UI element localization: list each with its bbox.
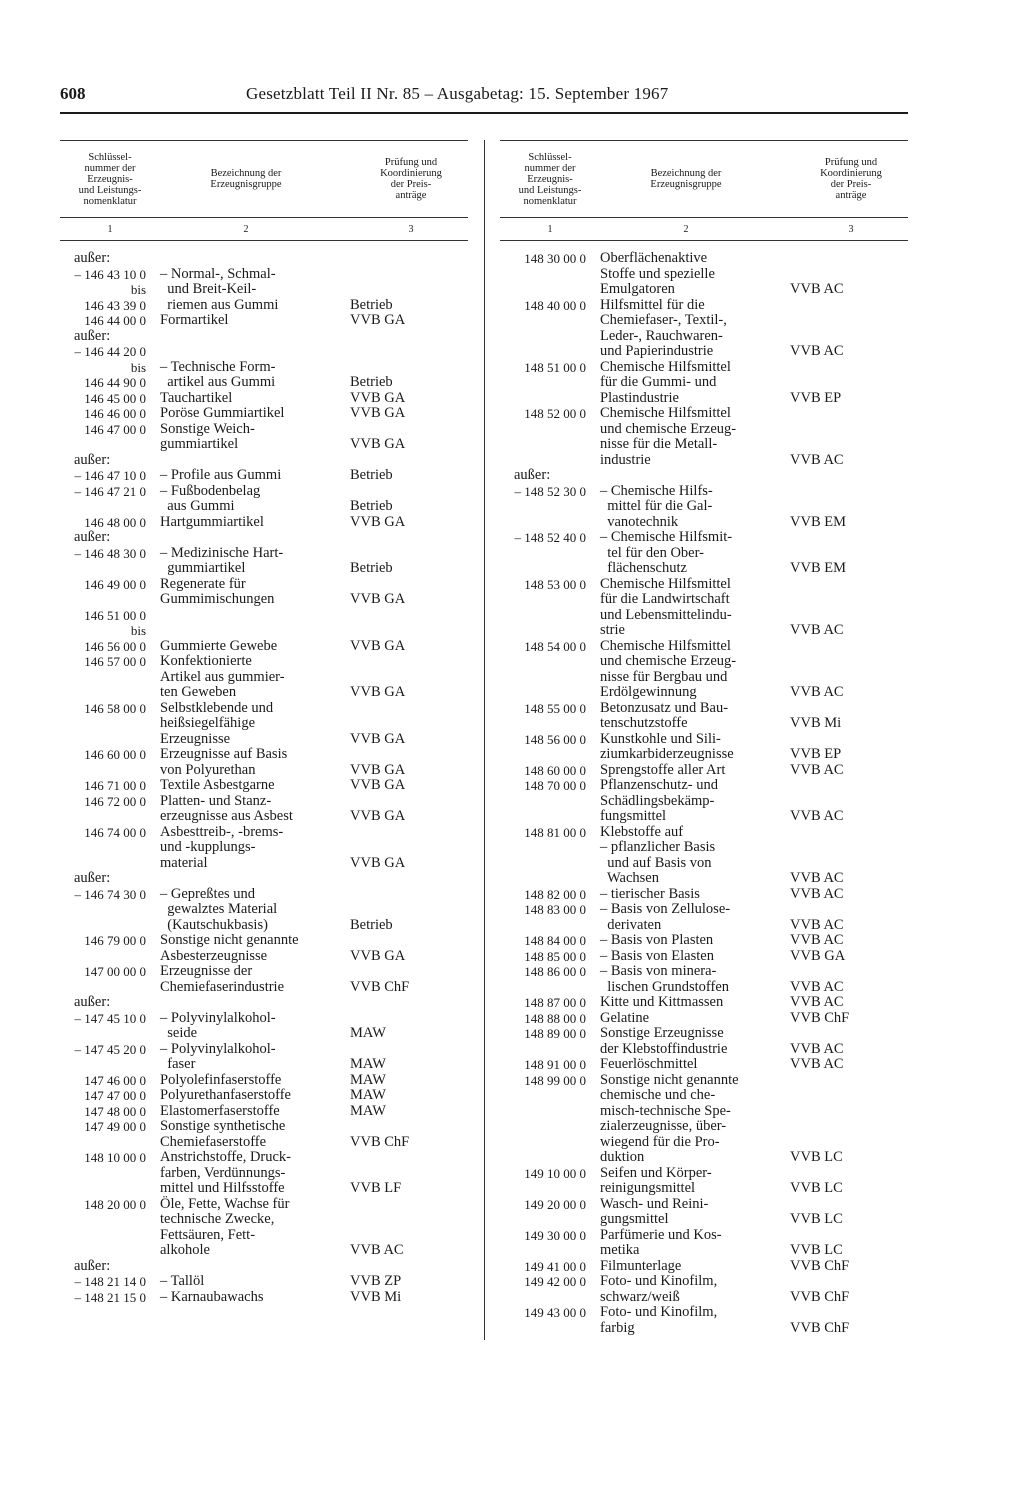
review-org-cell: VVB LC [790,1242,843,1258]
review-org-cell: VVB AC [790,761,844,778]
heading-review: Prüfung und Koordinierung der Preis- anträge [820,157,882,201]
review-org-cell: VVB AC [790,885,844,902]
designation-cell: Pflanzenschutz- und Schädlingsbekämp- fungsmittel [600,777,718,824]
review-org-cell: VVB Mi [350,1288,402,1305]
review-org-cell: MAW [350,1087,386,1103]
key-number-cell: – 146 74 30 0 [74,886,146,902]
key-number-cell: 146 51 00 0 bis 146 56 00 0 [84,607,146,654]
table-row [500,778,908,825]
table-row [60,1042,468,1073]
key-number-cell: – 148 21 14 0 [74,1274,146,1289]
designation-cell: Sonstige Erzeugnisse der Klebstoffindustrie [600,1025,728,1057]
key-number-cell: 149 20 00 0 [524,1196,586,1212]
key-number-cell: 149 10 00 0 [524,1165,586,1181]
table-row [60,406,468,422]
key-number-cell: – 146 43 10 0 bis 146 43 39 0 [74,266,146,313]
designation-cell: – Basis von Plasten [600,932,714,948]
designation-cell: – Chemische Hilfs- mittel für die Gal- vanotechnik [600,482,713,530]
table-row [60,1011,468,1042]
heading-review: Prüfung und Koordinierung der Preis- anträge [380,157,442,201]
key-number-cell: 146 48 00 0 [84,514,146,530]
designation-cell: Parfümerie und Kos- metika [600,1226,722,1258]
review-org-cell: VVB GA [350,684,406,700]
table-row [60,608,468,655]
column-divider [484,140,485,1340]
review-org-cell: MAW [350,1056,386,1072]
key-number-cell: 148 70 00 0 [524,778,586,793]
key-number-cell: 149 41 00 0 [524,1258,586,1274]
heading-key-number: Schlüssel- nummer der Erzeugnis- und Leistungs- nomenklatur [78,151,142,207]
key-number-cell: 148 51 00 0 [524,359,586,375]
table-row [60,391,468,407]
header-rule [60,112,908,114]
left-column [60,140,468,1305]
table-row [60,778,468,794]
designation-cell: Sonstige Weich- gummiartikel [160,420,255,452]
designation-cell: Gummierte Gewebe [160,637,278,654]
key-number-cell: 148 10 00 0 [84,1150,146,1165]
table-row [60,654,468,701]
table-row [500,1305,908,1336]
table-row [500,360,908,407]
table-row [60,267,468,314]
table-row [60,344,468,391]
table-row [500,902,908,933]
designation-cell: Erzeugnisse der Chemiefaserindustrie [160,963,285,995]
table-row [500,1057,908,1073]
table-row [60,468,468,484]
key-number-cell: 147 49 00 0 [84,1119,146,1134]
table-row [60,1197,468,1259]
designation-cell: – Basis von minera- lischen Grundstoffen [600,963,729,995]
designation-cell: Konfektionierte Artikel aus gummier- ten Geweben [160,653,285,700]
table-row [500,298,908,360]
key-number-cell: 148 86 00 0 [524,964,586,979]
review-org-cell: VVB AC [790,932,844,948]
review-org-cell: VVB GA [350,389,406,406]
designation-cell: Foto- und Kinofilm, schwarz/weiß [600,1273,718,1305]
table-row [500,1166,908,1197]
table-row [500,887,908,903]
key-number-cell: 148 52 00 0 [524,406,586,421]
review-org-cell: VVB GA [350,761,406,778]
review-org-cell: VVB GA [350,808,406,824]
key-number-cell: – 148 52 40 0 [514,530,586,545]
designation-cell: Seifen und Körper- reinigungsmittel [600,1164,712,1196]
review-org-cell: MAW [350,1071,386,1088]
key-number-cell: 148 82 00 0 [524,886,586,902]
table-row [60,794,468,825]
key-number-cell: 146 57 00 0 [84,654,146,669]
table-row [500,1274,908,1305]
review-org-cell: Betrieb [350,916,393,933]
table-row [500,1197,908,1228]
key-number-cell: 148 53 00 0 [524,576,586,592]
review-org-cell: VVB EP [790,746,842,762]
right-column [500,140,908,1336]
table-row [60,1104,468,1120]
table-row [500,933,908,949]
key-number-cell: – 146 47 10 0 [74,468,146,483]
table-row [60,825,468,872]
column-number-2: 2 [683,223,689,235]
right-table-body [500,241,908,1336]
review-org-cell: VVB AC [790,684,844,700]
column-number-2: 2 [243,223,249,235]
table-row [60,747,468,778]
review-org-cell: VVB EP [790,389,842,406]
review-org-cell: Betrieb [350,374,393,390]
table-row [60,1073,468,1089]
review-org-cell: VVB AC [790,994,844,1010]
table-row [500,1011,908,1027]
review-org-cell: VVB LC [790,1211,843,1227]
designation-cell: Filmunterlage [600,1257,682,1274]
review-org-cell: VVB LC [790,1149,843,1165]
heading-designation: Bezeichnung der Erzeugnisgruppe [210,168,282,190]
table-row [60,1119,468,1150]
designation-cell: – Tallöl [160,1273,205,1289]
table-row [500,639,908,701]
key-number-cell: 148 99 00 0 [524,1072,586,1088]
designation-cell: Platten- und Stanz- erzeugnisse aus Asbest [160,792,293,824]
key-number-cell: 146 79 00 0 [84,933,146,948]
table-row [60,515,468,531]
review-org-cell: VVB AC [790,808,844,824]
key-number-cell: 146 60 00 0 [84,747,146,762]
key-number-cell: 147 00 00 0 [84,964,146,979]
review-org-cell: VVB EM [790,513,846,530]
table-row [500,701,908,732]
heading-key-number: Schlüssel- nummer der Erzeugnis- und Leistungs- nomenklatur [518,151,582,207]
review-org-cell: VVB GA [350,730,406,747]
designation-cell: Erzeugnisse auf Basis von Polyurethan [160,746,288,778]
review-org-cell: VVB ChF [790,1288,850,1305]
key-number-cell: 148 56 00 0 [524,731,586,747]
designation-cell: Feuerlöschmittel [600,1056,698,1072]
key-number-cell: 148 20 00 0 [84,1196,146,1212]
review-org-cell: VVB GA [350,947,406,964]
designation-cell: – Chemische Hilfsmit- tel für den Ober- flächenschutz [600,529,733,576]
key-number-cell: 148 54 00 0 [524,638,586,654]
review-org-cell: VVB AC [790,281,844,297]
designation-cell: Chemische Hilfsmittel und chemische Erzeug- nisse für Bergbau und Erdölgewinnung [600,637,737,700]
designation-cell: Textile Asbestgarne [160,777,275,793]
table-row [500,251,908,298]
key-number-cell: 146 74 00 0 [84,824,146,840]
designation-cell: – Normal-, Schmal- und Breit-Keil- riemen aus Gummi [160,265,279,313]
running-title: Gesetzblatt Teil II Nr. 85 – Ausgabetag: 15. September 1967 [246,84,669,103]
review-org-cell: MAW [350,1102,386,1119]
review-org-cell: VVB GA [350,637,406,654]
key-number-cell: 148 55 00 0 [524,700,586,716]
key-number-cell: 146 47 00 0 [84,421,146,437]
table-row [60,701,468,748]
designation-cell: Poröse Gummiartikel [160,405,285,421]
designation-cell: Sonstige nicht genannte chemische und che- misch-technische Spe- zialerzeugnisse, über- wiegend für die Pro- duktion [600,1071,739,1165]
designation-cell: Wasch- und Reini- gungsmittel [600,1195,709,1227]
key-number-cell: 148 91 00 0 [524,1057,586,1072]
table-row [60,933,468,964]
designation-cell: Hilfsmittel für die Chemiefaser-, Textil-, Leder-, Rauchwaren- und Papierindustrie [600,296,727,359]
designation-cell: Oberflächenaktive Stoffe und spezielle Emulgatoren [600,250,715,297]
column-headings [60,141,468,217]
review-org-cell: VVB LF [350,1180,402,1196]
designation-cell: Hartgummiartikel [160,513,264,530]
table-row [60,484,468,515]
key-number-cell: 148 30 00 0 [524,251,586,266]
designation-cell: Sprengstoffe aller Art [600,761,726,778]
table-row [500,1228,908,1259]
table-row [500,530,908,577]
designation-cell: Klebstoffe auf – pflanzlicher Basis und auf Basis von Wachsen [600,823,716,886]
key-number-cell: 148 85 00 0 [524,948,586,964]
review-org-cell: VVB AC [790,343,844,359]
review-org-cell: VVB GA [350,513,406,530]
designation-cell: – Medizinische Hart- gummiartikel [160,544,284,576]
review-org-cell: VVB ChF [790,1009,850,1026]
key-number-cell: 149 30 00 0 [524,1227,586,1243]
review-org-cell: MAW [350,1025,386,1041]
review-org-cell: VVB GA [790,947,846,964]
key-number-cell: – 146 44 20 0 bis 146 44 90 0 [74,344,146,390]
designation-cell: – Basis von Zellulose- derivaten [600,901,731,933]
review-org-cell: VVB GA [350,777,406,793]
review-org-cell: VVB ChF [790,1257,850,1274]
table-row [60,1150,468,1197]
review-org-cell: VVB ChF [790,1319,850,1336]
table-row [60,1290,468,1306]
review-org-cell: VVB GA [350,854,406,871]
designation-cell: – Profile aus Gummi [160,467,282,483]
review-org-cell: VVB Mi [790,715,842,731]
designation-cell: Chemische Hilfsmittel für die Landwirtschaft und Lebensmittelindu- strie [600,575,732,638]
review-org-cell: VVB AC [790,870,844,886]
column-number-1: 1 [107,223,113,235]
designation-cell: Kitte und Kittmassen [600,994,724,1010]
key-number-cell: 148 88 00 0 [524,1010,586,1026]
table-row [60,577,468,608]
key-number-cell: 147 47 00 0 [84,1088,146,1103]
key-number-cell: 149 43 00 0 [524,1305,586,1320]
table-row [60,546,468,577]
review-org-cell: Betrieb [350,467,393,483]
review-org-cell: VVB EM [790,560,846,576]
column-number-3: 3 [408,223,414,235]
table-row [500,577,908,639]
designation-cell: Chemische Hilfsmittel und chemische Erzeug- nisse für die Metall- industrie [600,405,737,468]
review-org-cell: VVB ZP [350,1273,402,1289]
key-number-cell: 148 83 00 0 [524,902,586,917]
review-org-cell: VVB AC [790,1056,844,1072]
designation-cell: Sonstige nicht genannte Asbesterzeugnisse [160,932,299,964]
table-row [500,949,908,965]
designation-cell: Elastomerfaserstoffe [160,1102,280,1119]
designation-cell: Polyolefinfaserstoffe [160,1071,282,1088]
column-number-1: 1 [547,223,553,235]
key-number-cell: 148 89 00 0 [524,1026,586,1041]
key-number-cell: – 148 52 30 0 [514,483,586,499]
designation-cell: Anstrichstoffe, Druck- farben, Verdünnungs- mittel und Hilfsstoffe [160,1149,292,1196]
review-org-cell: VVB GA [350,312,406,328]
column-numbers [60,218,468,240]
left-table-body [60,241,468,1305]
designation-cell: – Polyvinylalkohol- faser [160,1040,276,1072]
designation-cell: Gelatine [600,1009,650,1026]
column-number-3: 3 [848,223,854,235]
table-row [500,484,908,531]
designation-cell: – Basis von Elasten [600,947,714,964]
key-number-cell: – 147 45 10 0 [74,1010,146,1026]
table-row [60,887,468,934]
designation-cell: Chemische Hilfsmittel für die Gummi- und Plastindustrie [600,358,731,406]
designation-cell: Betonzusatz und Bau- tenschutzstoffe [600,699,729,731]
review-org-cell: Betrieb [350,498,393,514]
designation-cell: Öle, Fette, Wachse für technische Zwecke, Fettsäuren, Fett- alkohole [160,1195,290,1258]
key-number-cell: 149 42 00 0 [524,1274,586,1289]
key-number-cell: – 148 21 15 0 [74,1289,146,1305]
table-row [500,995,908,1011]
designation-cell: Foto- und Kinofilm, farbig [600,1304,718,1336]
key-number-cell: 146 71 00 0 [84,778,146,793]
exception-label: außer: [74,870,111,886]
review-org-cell: VVB AC [790,622,844,638]
designation-cell: – Fußbodenbelag aus Gummi [160,482,261,514]
heading-designation: Bezeichnung der Erzeugnisgruppe [650,168,722,190]
review-org-cell: VVB ChF [350,1133,410,1150]
table-row [500,1026,908,1057]
key-number-cell: 146 46 00 0 [84,406,146,421]
review-org-cell: VVB AC [350,1242,404,1258]
review-org-cell: VVB GA [350,591,406,607]
key-number-cell: – 146 47 21 0 [74,483,146,499]
review-org-cell: VVB AC [790,978,844,995]
key-number-cell: 148 60 00 0 [524,762,586,778]
table-row [500,825,908,887]
review-org-cell: VVB AC [790,916,844,933]
exception-label: außer: [514,467,551,483]
key-number-cell: 148 87 00 0 [524,995,586,1010]
review-org-cell: VVB AC [790,1040,844,1057]
review-org-cell: VVB GA [350,405,406,421]
table-row [500,732,908,763]
table-row [500,763,908,779]
table-row [60,422,468,453]
exception-label: außer: [74,250,111,266]
key-number-cell: 148 84 00 0 [524,933,586,948]
designation-cell: Polyurethanfaserstoffe [160,1087,291,1103]
designation-cell: Kunstkohle und Sili- ziumkarbiderzeugnisse [600,730,734,762]
key-number-cell: 146 49 00 0 [84,576,146,592]
review-org-cell: VVB ChF [350,978,410,995]
designation-cell: Tauchartikel [160,389,233,406]
exception-label: außer: [74,529,111,545]
designation-cell: – Gepreßtes und gewalztes Material (Kautschukbasis) [160,885,278,933]
key-number-cell: 146 72 00 0 [84,793,146,809]
table-row [60,313,468,329]
exception-label: außer: [74,327,111,344]
designation-cell: – Technische Form- artikel aus Gummi [160,358,276,390]
review-org-cell: Betrieb [350,560,393,576]
table-row [500,964,908,995]
key-number-cell: – 146 48 30 0 [74,545,146,561]
column-headings [500,141,908,217]
key-number-cell: 148 40 00 0 [524,297,586,313]
review-org-cell: Betrieb [350,296,393,313]
key-number-cell: 146 45 00 0 [84,390,146,406]
table-row [500,1259,908,1275]
designation-cell: Sonstige synthetische Chemiefaserstoffe [160,1118,286,1150]
designation-cell: – Karnaubawachs [160,1288,264,1305]
table-row [60,1088,468,1104]
exception-label: außer: [74,1257,111,1274]
review-org-cell: VVB AC [790,451,844,468]
table-row [500,406,908,468]
key-number-cell: 147 46 00 0 [84,1072,146,1088]
designation-cell: Asbesttreib-, -brems- und -kupplungs- material [160,823,284,871]
designation-cell: Regenerate für Gummimischungen [160,575,275,607]
key-number-cell: 147 48 00 0 [84,1103,146,1119]
table-row [60,1274,468,1290]
column-numbers [500,218,908,240]
exception-label: außer: [74,451,111,468]
key-number-cell: 146 58 00 0 [84,700,146,716]
review-org-cell: VVB GA [350,436,406,452]
key-number-cell: – 147 45 20 0 [74,1041,146,1057]
page-number: 608 [60,84,86,103]
review-org-cell: VVB LC [790,1180,843,1196]
designation-cell: – Polyvinylalkohol- seide [160,1009,276,1041]
exception-label: außer: [74,994,111,1010]
table-row [500,1073,908,1166]
designation-cell: Selbstklebende und heißsiegelfähige Erzeugnisse [160,699,274,747]
table-row [60,964,468,995]
designation-cell: Formartikel [160,312,229,328]
key-number-cell: 146 44 00 0 [84,313,146,328]
key-number-cell: 148 81 00 0 [524,824,586,840]
designation-cell: – tierischer Basis [600,885,700,902]
